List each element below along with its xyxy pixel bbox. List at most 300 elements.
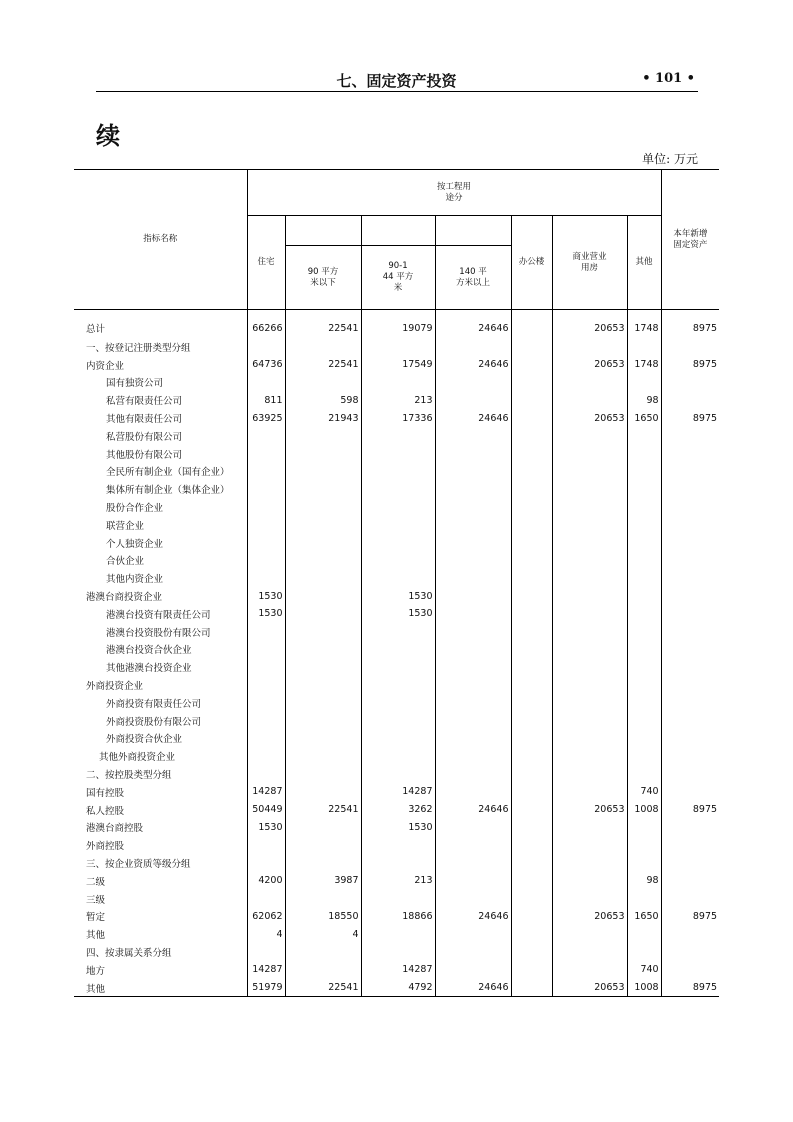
cell-commercial bbox=[552, 943, 627, 961]
table-row bbox=[74, 356, 719, 374]
cell-commercial bbox=[552, 427, 627, 445]
cell-office bbox=[511, 552, 552, 570]
cell-new-assets bbox=[661, 819, 719, 837]
cell-office bbox=[511, 338, 552, 356]
cell-other bbox=[627, 890, 661, 908]
cell-r90-144 bbox=[361, 747, 435, 765]
cell-residential bbox=[247, 480, 285, 498]
cell-new-assets: 8975 bbox=[661, 801, 719, 819]
table-row bbox=[74, 676, 719, 694]
cell-new-assets bbox=[661, 516, 719, 534]
table-row bbox=[74, 605, 719, 623]
row-label: 二级 bbox=[86, 876, 106, 888]
cell-under90 bbox=[285, 445, 361, 463]
cell-other bbox=[627, 569, 661, 587]
table-row bbox=[74, 925, 719, 943]
cell-new-assets bbox=[661, 569, 719, 587]
cell-residential: 1530 bbox=[247, 819, 285, 837]
cell-other bbox=[627, 836, 661, 854]
table-row bbox=[74, 338, 719, 356]
cell-commercial bbox=[552, 516, 627, 534]
cell-under90: 22541 bbox=[285, 310, 361, 339]
row-label: 私营有限责任公司 bbox=[106, 396, 183, 408]
cell-residential bbox=[247, 445, 285, 463]
cell-commercial bbox=[552, 730, 627, 748]
cell-residential bbox=[247, 694, 285, 712]
cell-commercial bbox=[552, 658, 627, 676]
cell-office bbox=[511, 819, 552, 837]
cell-other bbox=[627, 374, 661, 392]
cell-residential bbox=[247, 712, 285, 730]
cell-office bbox=[511, 409, 552, 427]
cell-other bbox=[627, 552, 661, 570]
cell-commercial bbox=[552, 374, 627, 392]
cell-other bbox=[627, 498, 661, 516]
row-label: 内资企业 bbox=[86, 360, 125, 372]
cell-residential bbox=[247, 338, 285, 356]
cell-commercial bbox=[552, 587, 627, 605]
cell-commercial bbox=[552, 961, 627, 979]
cell-other bbox=[627, 445, 661, 463]
cell-residential bbox=[247, 498, 285, 516]
table-row bbox=[74, 427, 719, 445]
cell-over140 bbox=[435, 480, 511, 498]
cell-over140 bbox=[435, 427, 511, 445]
cell-other: 740 bbox=[627, 961, 661, 979]
cell-new-assets bbox=[661, 961, 719, 979]
table-row bbox=[74, 569, 719, 587]
cell-other: 1748 bbox=[627, 310, 661, 339]
cell-new-assets bbox=[661, 480, 719, 498]
row-label: 私营股份有限公司 bbox=[106, 431, 183, 443]
cell-over140: 24646 bbox=[435, 908, 511, 926]
cell-residential bbox=[247, 427, 285, 445]
cell-over140 bbox=[435, 943, 511, 961]
cell-r90-144: 213 bbox=[361, 872, 435, 890]
table-row bbox=[74, 961, 719, 979]
row-label: 其他 bbox=[74, 979, 247, 997]
row-label: 港澳台商投资企业 bbox=[86, 592, 163, 604]
cell-r90-144: 1530 bbox=[361, 605, 435, 623]
cell-over140 bbox=[435, 338, 511, 356]
table-row bbox=[74, 783, 719, 801]
row-label: 集体所有制企业（集体企业） bbox=[106, 485, 230, 497]
cell-new-assets bbox=[661, 534, 719, 552]
cell-other bbox=[627, 587, 661, 605]
header-other: 其他 bbox=[627, 216, 661, 310]
header-indicator: 指标名称 bbox=[74, 170, 247, 310]
cell-over140 bbox=[435, 694, 511, 712]
cell-new-assets: 8975 bbox=[661, 356, 719, 374]
cell-office bbox=[511, 658, 552, 676]
cell-office bbox=[511, 623, 552, 641]
row-label: 四、按隶属关系分组 bbox=[86, 947, 172, 959]
cell-office bbox=[511, 427, 552, 445]
table-row bbox=[74, 587, 719, 605]
cell-residential bbox=[247, 374, 285, 392]
cell-other bbox=[627, 658, 661, 676]
cell-r90-144 bbox=[361, 730, 435, 748]
row-label: 外商投资股份有限公司 bbox=[106, 716, 202, 728]
cell-residential bbox=[247, 623, 285, 641]
cell-commercial bbox=[552, 676, 627, 694]
cell-commercial bbox=[552, 747, 627, 765]
cell-under90: 4 bbox=[285, 925, 361, 943]
cell-r90-144: 213 bbox=[361, 391, 435, 409]
table-row bbox=[74, 801, 719, 819]
cell-over140 bbox=[435, 836, 511, 854]
header-under-90: 90 平方 米以下 bbox=[285, 246, 361, 310]
cell-residential bbox=[247, 854, 285, 872]
cell-new-assets bbox=[661, 552, 719, 570]
table-row bbox=[74, 552, 719, 570]
cell-over140 bbox=[435, 925, 511, 943]
table-row bbox=[74, 445, 719, 463]
cell-new-assets bbox=[661, 676, 719, 694]
cell-new-assets bbox=[661, 338, 719, 356]
cell-commercial bbox=[552, 872, 627, 890]
header-spacer-1 bbox=[285, 216, 361, 246]
cell-other bbox=[627, 623, 661, 641]
cell-new-assets: 8975 bbox=[661, 979, 719, 997]
cell-commercial bbox=[552, 765, 627, 783]
cell-commercial bbox=[552, 694, 627, 712]
cell-residential: 64736 bbox=[247, 356, 285, 374]
cell-commercial: 20653 bbox=[552, 356, 627, 374]
row-label: 其他港澳台投资企业 bbox=[106, 663, 192, 675]
cell-other bbox=[627, 943, 661, 961]
row-label: 二、按控股类型分组 bbox=[86, 770, 172, 782]
row-label: 其他 bbox=[86, 930, 106, 942]
table-row bbox=[74, 747, 719, 765]
cell-over140 bbox=[435, 872, 511, 890]
cell-other: 1650 bbox=[627, 409, 661, 427]
row-label: 个人独资企业 bbox=[106, 538, 164, 550]
cell-under90 bbox=[285, 516, 361, 534]
cell-commercial bbox=[552, 534, 627, 552]
row-label: 港澳台投资股份有限公司 bbox=[106, 627, 211, 639]
cell-r90-144 bbox=[361, 480, 435, 498]
cell-residential bbox=[247, 516, 285, 534]
cell-office bbox=[511, 854, 552, 872]
cell-other bbox=[627, 516, 661, 534]
cell-under90: 21943 bbox=[285, 409, 361, 427]
cell-r90-144 bbox=[361, 427, 435, 445]
cell-r90-144 bbox=[361, 854, 435, 872]
cell-r90-144 bbox=[361, 890, 435, 908]
cell-r90-144 bbox=[361, 623, 435, 641]
table-row bbox=[74, 641, 719, 659]
cell-new-assets bbox=[661, 694, 719, 712]
cell-new-assets bbox=[661, 925, 719, 943]
row-label: 其他外商投资企业 bbox=[99, 752, 176, 764]
cell-other: 1748 bbox=[627, 356, 661, 374]
cell-commercial: 20653 bbox=[552, 908, 627, 926]
cell-other bbox=[627, 480, 661, 498]
cell-r90-144 bbox=[361, 836, 435, 854]
cell-r90-144: 17336 bbox=[361, 409, 435, 427]
cell-over140: 24646 bbox=[435, 409, 511, 427]
cell-r90-144: 14287 bbox=[361, 783, 435, 801]
cell-other bbox=[627, 730, 661, 748]
cell-office bbox=[511, 765, 552, 783]
cell-under90 bbox=[285, 943, 361, 961]
cell-commercial bbox=[552, 569, 627, 587]
cell-commercial bbox=[552, 641, 627, 659]
table-row bbox=[74, 890, 719, 908]
cell-residential: 4200 bbox=[247, 872, 285, 890]
cell-r90-144 bbox=[361, 498, 435, 516]
cell-r90-144: 18866 bbox=[361, 908, 435, 926]
row-label: 三级 bbox=[86, 894, 106, 906]
table-body bbox=[74, 310, 719, 997]
cell-over140 bbox=[435, 765, 511, 783]
cell-residential bbox=[247, 747, 285, 765]
table-row bbox=[74, 979, 719, 997]
cell-commercial bbox=[552, 552, 627, 570]
table-row bbox=[74, 908, 719, 926]
cell-over140 bbox=[435, 552, 511, 570]
cell-residential bbox=[247, 890, 285, 908]
cell-commercial: 20653 bbox=[552, 409, 627, 427]
cell-over140 bbox=[435, 534, 511, 552]
cell-over140 bbox=[435, 658, 511, 676]
cell-office bbox=[511, 712, 552, 730]
cell-over140: 24646 bbox=[435, 356, 511, 374]
cell-under90 bbox=[285, 730, 361, 748]
cell-other bbox=[627, 694, 661, 712]
cell-office bbox=[511, 890, 552, 908]
header-residential: 住宅 bbox=[247, 216, 285, 310]
cell-residential: 66266 bbox=[247, 310, 285, 339]
cell-r90-144: 14287 bbox=[361, 961, 435, 979]
cell-other bbox=[627, 641, 661, 659]
cell-commercial bbox=[552, 836, 627, 854]
cell-new-assets bbox=[661, 587, 719, 605]
cell-under90 bbox=[285, 765, 361, 783]
row-label: 地方 bbox=[86, 965, 106, 977]
cell-new-assets bbox=[661, 712, 719, 730]
cell-office bbox=[511, 605, 552, 623]
cell-office bbox=[511, 445, 552, 463]
cell-other bbox=[627, 534, 661, 552]
cell-under90 bbox=[285, 676, 361, 694]
header-spacer-3 bbox=[435, 216, 511, 246]
table-row bbox=[74, 712, 719, 730]
table-row bbox=[74, 819, 719, 837]
cell-over140 bbox=[435, 516, 511, 534]
cell-office bbox=[511, 801, 552, 819]
row-label: 港澳台投资有限责任公司 bbox=[106, 609, 211, 621]
table-row bbox=[74, 374, 719, 392]
cell-commercial bbox=[552, 391, 627, 409]
cell-office bbox=[511, 961, 552, 979]
row-label: 外商控股 bbox=[86, 841, 125, 853]
row-label: 其他股份有限公司 bbox=[106, 449, 183, 461]
cell-commercial bbox=[552, 480, 627, 498]
cell-office bbox=[511, 480, 552, 498]
row-label: 港澳台商控股 bbox=[86, 823, 144, 835]
cell-new-assets: 8975 bbox=[661, 908, 719, 926]
cell-residential bbox=[247, 463, 285, 481]
cell-residential: 51979 bbox=[247, 979, 285, 997]
cell-other: 98 bbox=[627, 872, 661, 890]
cell-new-assets bbox=[661, 854, 719, 872]
cell-new-assets bbox=[661, 836, 719, 854]
cell-other: 1008 bbox=[627, 979, 661, 997]
table-row bbox=[74, 730, 719, 748]
cell-office bbox=[511, 872, 552, 890]
row-label: 港澳台投资合伙企业 bbox=[106, 645, 192, 657]
cell-under90 bbox=[285, 498, 361, 516]
cell-residential bbox=[247, 676, 285, 694]
cell-under90 bbox=[285, 569, 361, 587]
cell-under90 bbox=[285, 552, 361, 570]
cell-under90 bbox=[285, 658, 361, 676]
cell-office bbox=[511, 587, 552, 605]
row-label: 合伙企业 bbox=[106, 556, 145, 568]
cell-office bbox=[511, 516, 552, 534]
cell-over140 bbox=[435, 819, 511, 837]
cell-r90-144 bbox=[361, 658, 435, 676]
cell-r90-144 bbox=[361, 552, 435, 570]
cell-under90 bbox=[285, 338, 361, 356]
cell-other bbox=[627, 338, 661, 356]
cell-over140 bbox=[435, 854, 511, 872]
cell-new-assets bbox=[661, 658, 719, 676]
cell-under90: 3987 bbox=[285, 872, 361, 890]
cell-other: 1008 bbox=[627, 801, 661, 819]
cell-residential bbox=[247, 943, 285, 961]
cell-office bbox=[511, 943, 552, 961]
cell-commercial bbox=[552, 925, 627, 943]
cell-residential bbox=[247, 730, 285, 748]
cell-over140 bbox=[435, 587, 511, 605]
cell-over140: 24646 bbox=[435, 310, 511, 339]
page-number: • 101 • bbox=[642, 71, 695, 86]
cell-other bbox=[627, 427, 661, 445]
header-office: 办公楼 bbox=[511, 216, 552, 310]
header-commercial: 商业营业 用房 bbox=[552, 216, 627, 310]
table-row bbox=[74, 836, 719, 854]
cell-r90-144: 17549 bbox=[361, 356, 435, 374]
cell-office bbox=[511, 783, 552, 801]
cell-under90 bbox=[285, 427, 361, 445]
cell-office bbox=[511, 569, 552, 587]
cell-under90: 18550 bbox=[285, 908, 361, 926]
cell-other bbox=[627, 605, 661, 623]
cell-over140 bbox=[435, 730, 511, 748]
cell-r90-144 bbox=[361, 694, 435, 712]
continued-label: 续 bbox=[96, 122, 120, 150]
cell-other bbox=[627, 676, 661, 694]
cell-r90-144 bbox=[361, 641, 435, 659]
cell-over140 bbox=[435, 783, 511, 801]
header-rule bbox=[96, 91, 698, 92]
cell-over140 bbox=[435, 890, 511, 908]
cell-residential: 1530 bbox=[247, 587, 285, 605]
cell-residential bbox=[247, 836, 285, 854]
cell-new-assets bbox=[661, 641, 719, 659]
cell-under90 bbox=[285, 747, 361, 765]
table-row bbox=[74, 658, 719, 676]
cell-under90 bbox=[285, 641, 361, 659]
cell-under90 bbox=[285, 623, 361, 641]
cell-new-assets bbox=[661, 427, 719, 445]
cell-residential bbox=[247, 569, 285, 587]
table-row bbox=[74, 854, 719, 872]
cell-commercial bbox=[552, 498, 627, 516]
cell-residential bbox=[247, 641, 285, 659]
cell-office bbox=[511, 498, 552, 516]
cell-office bbox=[511, 356, 552, 374]
cell-new-assets bbox=[661, 943, 719, 961]
cell-under90 bbox=[285, 605, 361, 623]
cell-commercial bbox=[552, 819, 627, 837]
section-title: 七、固定资产投资 bbox=[336, 72, 457, 90]
row-label: 三、按企业资质等级分组 bbox=[86, 859, 191, 870]
row-label: 股份合作企业 bbox=[106, 503, 164, 515]
row-label: 其他有限责任公司 bbox=[106, 414, 183, 426]
cell-r90-144 bbox=[361, 765, 435, 783]
cell-office bbox=[511, 391, 552, 409]
cell-commercial: 20653 bbox=[552, 801, 627, 819]
cell-under90 bbox=[285, 961, 361, 979]
cell-office bbox=[511, 925, 552, 943]
cell-under90: 22541 bbox=[285, 356, 361, 374]
cell-r90-144 bbox=[361, 463, 435, 481]
cell-r90-144: 19079 bbox=[361, 310, 435, 339]
row-label: 外商投资有限责任公司 bbox=[106, 698, 202, 710]
cell-other: 740 bbox=[627, 783, 661, 801]
header-by-use: 按工程用 途分 bbox=[247, 170, 661, 216]
cell-residential: 14287 bbox=[247, 783, 285, 801]
cell-commercial bbox=[552, 445, 627, 463]
cell-new-assets bbox=[661, 872, 719, 890]
cell-under90 bbox=[285, 783, 361, 801]
cell-over140 bbox=[435, 374, 511, 392]
row-label: 国有独资公司 bbox=[106, 378, 164, 390]
table-row bbox=[74, 391, 719, 409]
cell-new-assets bbox=[661, 374, 719, 392]
cell-under90 bbox=[285, 836, 361, 854]
cell-office bbox=[511, 676, 552, 694]
cell-under90 bbox=[285, 694, 361, 712]
cell-over140 bbox=[435, 605, 511, 623]
cell-new-assets bbox=[661, 605, 719, 623]
cell-office bbox=[511, 747, 552, 765]
header-new-fixed-assets: 本年新增 固定资产 bbox=[661, 170, 719, 310]
cell-r90-144: 1530 bbox=[361, 587, 435, 605]
cell-new-assets bbox=[661, 445, 719, 463]
cell-new-assets bbox=[661, 623, 719, 641]
cell-under90 bbox=[285, 854, 361, 872]
cell-r90-144 bbox=[361, 712, 435, 730]
cell-office bbox=[511, 534, 552, 552]
cell-under90 bbox=[285, 463, 361, 481]
unit-label: 单位: 万元 bbox=[642, 152, 698, 166]
cell-commercial bbox=[552, 712, 627, 730]
cell-r90-144: 4792 bbox=[361, 979, 435, 997]
cell-new-assets bbox=[661, 783, 719, 801]
table-row bbox=[74, 463, 719, 481]
cell-office bbox=[511, 694, 552, 712]
row-label: 私人控股 bbox=[86, 805, 125, 817]
cell-over140 bbox=[435, 961, 511, 979]
cell-r90-144: 3262 bbox=[361, 801, 435, 819]
table-row bbox=[74, 872, 719, 890]
cell-over140 bbox=[435, 569, 511, 587]
